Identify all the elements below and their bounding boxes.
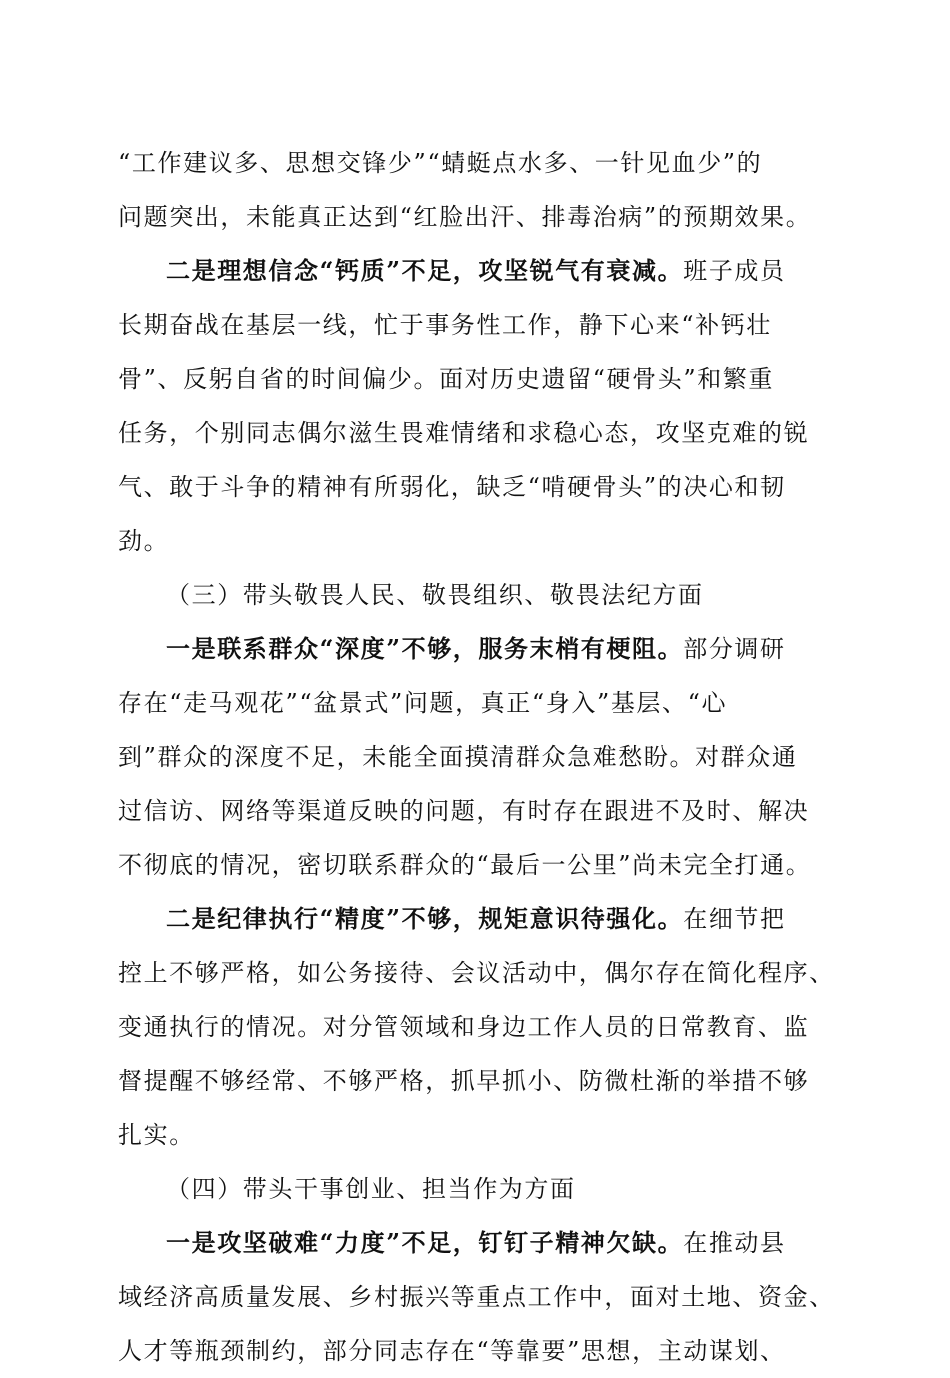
text-line: 存在“走马观花”“盆景式”问题，真正“身入”基层、“心 (118, 689, 728, 717)
paragraph-lead-line (118, 1216, 838, 1270)
section-heading-4: （四）带头干事创业、担当作为方面 (166, 1175, 576, 1203)
text-line: 到”群众的深度不足，未能全面摸清群众急难愁盼。对群众通 (118, 743, 798, 771)
paragraph-lead-tail: 部分调研 (683, 635, 786, 663)
text-line: 问题突出，未能真正达到“红脸出汗、排毒治病”的预期效果。 (118, 203, 812, 231)
text-line: 任务，个别同志偶尔滋生畏难情绪和求稳心态，攻坚克难的锐 (118, 419, 810, 447)
text-line: “工作建议多、思想交锋少”“蜻蜓点水多、一针见血少”的 (118, 149, 763, 177)
text-line: 督提醒不够经常、不够严格，抓早抓小、防微杜渐的举措不够 (118, 1067, 810, 1095)
paragraph-lead-line (118, 622, 838, 676)
paragraph-lead: 一是攻坚破难“力度”不足，钉钉子精神欠缺。 (166, 1228, 684, 1257)
text-line: 长期奋战在基层一线，忙于事务性工作，静下心来“补钙壮 (118, 311, 772, 339)
paragraph-3 (118, 622, 838, 892)
document-page (118, 136, 838, 1378)
text-line: 扎实。 (118, 1121, 195, 1149)
paragraph-lead: 二是理想信念“钙质”不足，攻坚锐气有衰减。 (166, 256, 684, 285)
text-line: 域经济高质量发展、乡村振兴等重点工作中，面对土地、资金、 (118, 1283, 835, 1311)
text-line: 变通执行的情况。对分管领域和身边工作人员的日常教育、监 (118, 1013, 810, 1041)
paragraph-2 (118, 244, 838, 568)
text-line: 人才等瓶颈制约，部分同志存在“等靠要”思想，主动谋划、 (118, 1337, 786, 1365)
text-line: 劲。 (118, 527, 170, 555)
section-heading-3: （三）带头敬畏人民、敬畏组织、敬畏法纪方面 (166, 581, 704, 609)
text-line: 骨”、反躬自省的时间偏少。面对历史遗留“硬骨头”和繁重 (118, 365, 775, 393)
paragraph-5 (118, 1216, 838, 1378)
paragraph-lead-tail: 班子成员 (683, 257, 786, 285)
paragraph-1 (118, 136, 838, 244)
paragraph-lead-line (118, 892, 838, 946)
paragraph-lead: 二是纪律执行“精度”不够，规矩意识待强化。 (166, 904, 684, 933)
text-line: 气、敢于斗争的精神有所弱化，缺乏“啃硬骨头”的决心和韧 (118, 473, 786, 501)
paragraph-lead-line (118, 244, 838, 298)
paragraph-4 (118, 892, 838, 1162)
paragraph-lead-tail: 在推动县 (683, 1229, 786, 1257)
paragraph-lead-tail: 在细节把 (683, 905, 786, 933)
text-line: 过信访、网络等渠道反映的问题，有时存在跟进不及时、解决 (118, 797, 810, 825)
text-line: 不彻底的情况，密切联系群众的“最后一公里”尚未完全打通。 (118, 851, 812, 879)
paragraph-lead: 一是联系群众“深度”不够，服务末梢有梗阻。 (166, 634, 684, 663)
text-line: 控上不够严格，如公务接待、会议活动中，偶尔存在简化程序、 (118, 959, 835, 987)
